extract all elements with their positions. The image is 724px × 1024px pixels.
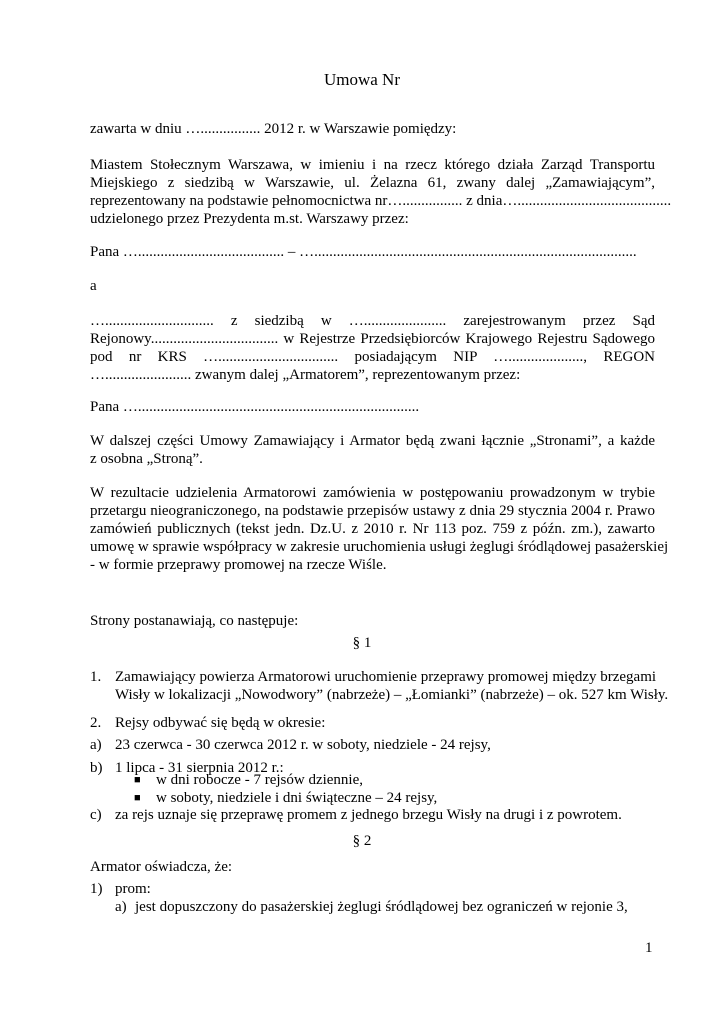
armator-oswiadcza-line: Armator oświadcza, że:	[90, 859, 233, 875]
bullet-2-text: w soboty, niedziele i dni świąteczne – 24 rejsy,	[156, 790, 438, 806]
strony-line-2: z osobna „Stroną”.	[90, 451, 203, 467]
sub-c-text: za rejs uznaje się przeprawę promem z jednego brzegu Wisły na drugi i z powrotem.	[115, 807, 622, 823]
rezultat-line-4: umowę w sprawie współpracy w zakresie uruchomienia usługi żeglugi śródlądowej pasażerskiej	[90, 539, 669, 555]
postanawiaja-line: Strony postanawiają, co następuje:	[90, 613, 299, 629]
bullet-1-text: w dni robocze - 7 rejsów dziennie,	[156, 772, 364, 788]
square-bullet-icon: ■	[134, 774, 141, 786]
item-1-line-1: Zamawiający powierza Armatorowi uruchomienie przeprawy promowej między brzegami	[115, 669, 657, 685]
sub-b-text: 1 lipca - 31 sierpnia 2012 r.:	[115, 760, 284, 776]
rezultat-line-3: zamówień publicznych (tekst jedn. Dz.U. z 2010 r. Nr 113 poz. 759 z późn. zm.), zawarto	[90, 521, 655, 537]
point-1a-label: a)	[115, 899, 127, 915]
party1-line-3: reprezentowany na podstawie pełnomocnictwa nr…................ z dnia….........................................	[90, 193, 672, 209]
party2-line-3: pod nr KRS …................................ posiadającym NIP …...................., REGON	[90, 349, 655, 365]
conjunction-a: a	[90, 278, 97, 294]
rezultat-line-1: W rezultacie udzielenia Armatorowi zamówienia w postępowaniu prowadzonym w trybie	[90, 485, 655, 501]
section-heading-1: § 1	[352, 635, 372, 651]
point-1-number: 1)	[90, 881, 103, 897]
sub-c-label: c)	[90, 807, 102, 823]
party1-line-2: Miejskiego z siedzibą w Warszawie, ul. Żelazna 61, zwany dalej „Zamawiającym”,	[90, 175, 655, 191]
sub-b-label: b)	[90, 760, 103, 776]
rezultat-line-2: przetargu nieograniczonego, na podstawie przepisów ustawy z dnia 29 stycznia 2004 r. Prawo	[90, 503, 655, 519]
item-1-line-2: Wisły w lokalizacji „Nowodwory” (nabrzeże) – „Łomianki” (nabrzeże) – ok. 527 km Wisły.	[115, 687, 669, 703]
pana-line-2: Pana …...........................................................................	[90, 399, 420, 415]
party2-line-4: …....................... zwanym dalej „Armatorem”, reprezentowanym przez:	[90, 367, 521, 383]
square-bullet-icon: ■	[134, 792, 141, 804]
document-title: Umowa Nr	[323, 70, 400, 89]
rezultat-line-5: - w formie przeprawy promowej na rzecze Wiśle.	[90, 557, 387, 573]
sub-a-label: a)	[90, 737, 102, 753]
party2-line-1: …............................. z siedzibą w …...................... zarejestrowanym przez Sąd	[90, 313, 655, 329]
item-2-text: Rejsy odbywać się będą w okresie:	[115, 715, 326, 731]
party2-line-2: Rejonowy.................................. w Rejestrze Przedsiębiorców Krajowego Rejestru Sądowego	[90, 331, 655, 347]
pana-line-1: Pana …....................................... – …......................................................................................	[90, 244, 637, 260]
page-number: 1	[645, 940, 653, 956]
sub-a-text: 23 czerwca - 30 czerwca 2012 r. w soboty, niedziele - 24 rejsy,	[115, 737, 491, 753]
party1-line-4: udzielonego przez Prezydenta m.st. Warszawy przez:	[90, 211, 409, 227]
section-heading-2: § 2	[352, 833, 372, 849]
item-2-number: 2.	[90, 715, 102, 731]
point-1-text: prom:	[115, 881, 151, 897]
strony-line-1: W dalszej części Umowy Zamawiający i Armator będą zwani łącznie „Stronami”, a każde	[90, 433, 655, 449]
party1-line-1: Miastem Stołecznym Warszawa, w imieniu i na rzecz którego działa Zarząd Transportu	[90, 157, 655, 173]
point-1a-text: jest dopuszczony do pasażerskiej żeglugi śródlądowej bez ograniczeń w rejonie 3,	[135, 899, 628, 915]
item-1-number: 1.	[90, 669, 102, 685]
intro-line: zawarta w dniu …................ 2012 r. w Warszawie pomiędzy:	[90, 121, 457, 137]
